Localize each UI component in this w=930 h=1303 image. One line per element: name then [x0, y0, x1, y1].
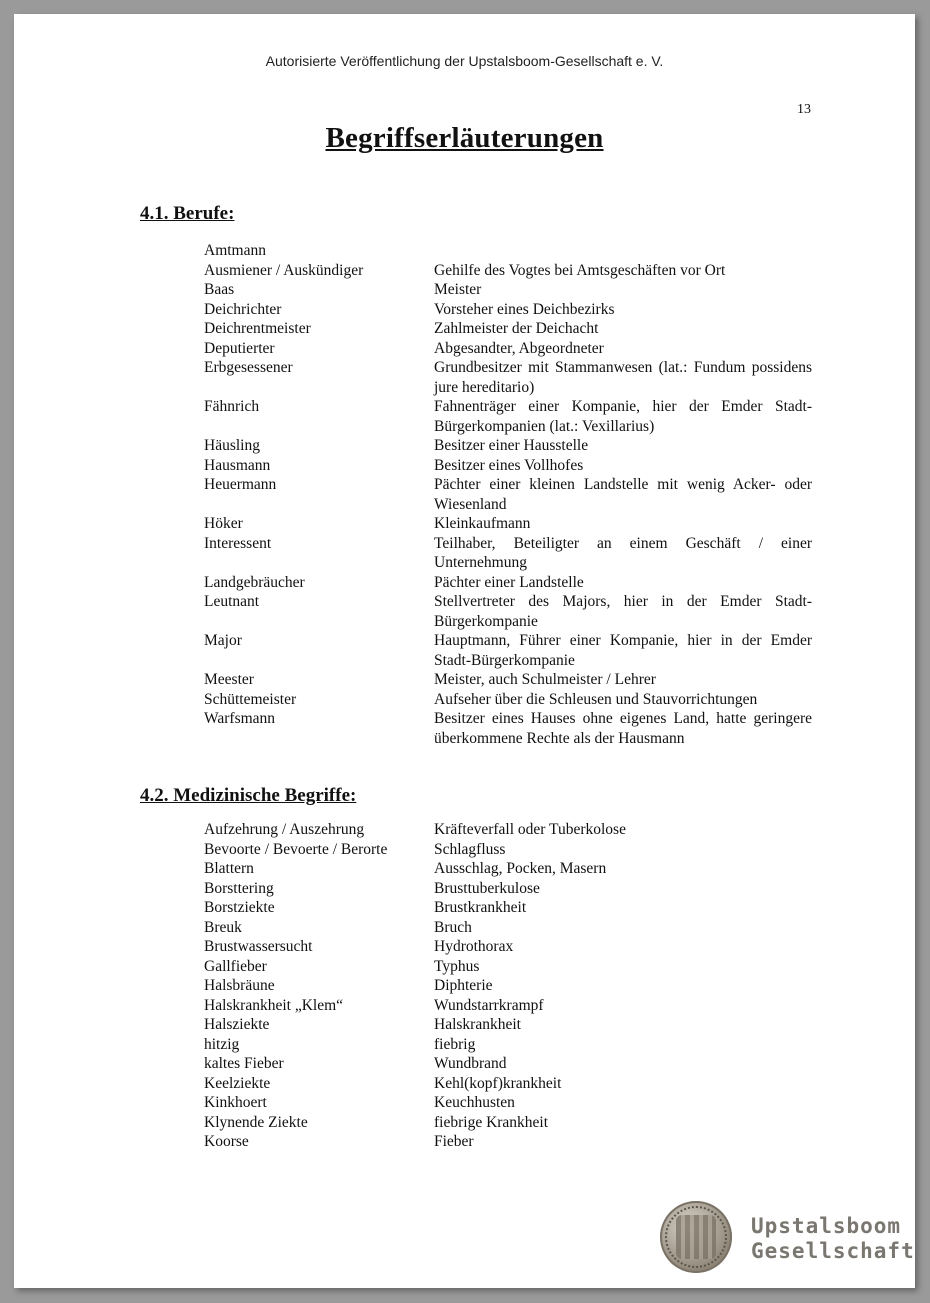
glossary-row	[204, 898, 812, 918]
glossary-definition: Typhus	[434, 957, 480, 975]
glossary-row	[204, 879, 812, 899]
glossary-term: Deichrentmeister	[204, 320, 311, 337]
glossary-row	[204, 631, 812, 670]
glossary-row	[204, 690, 812, 710]
glossary-row	[204, 937, 812, 957]
glossary-term: Warfsmann	[204, 710, 276, 727]
glossary-row	[204, 300, 812, 320]
glossary-term: Erbgesessener	[204, 359, 293, 376]
glossary-definition: Kräfteverfall oder Tuberkolose	[434, 821, 626, 838]
glossary-row	[204, 1093, 812, 1113]
glossary-row	[204, 1054, 812, 1074]
glossary-term: Halskrankheit „Klem“	[204, 996, 344, 1014]
glossary-term: Gallfieber	[204, 957, 267, 975]
glossary-definition: Besitzer einer Hausstelle	[434, 437, 589, 454]
glossary-row	[204, 957, 812, 977]
glossary-term: Halsbräune	[204, 977, 275, 994]
glossary-row	[204, 241, 812, 261]
glossary-row	[204, 1015, 812, 1035]
glossary-definition: Gehilfe des Vogtes bei Amtsgeschäften vor Ort	[434, 261, 726, 279]
glossary-row	[204, 918, 812, 938]
glossary-definition	[434, 241, 812, 261]
glossary-term: Interessent	[204, 534, 272, 552]
glossary-term: Aufzehrung / Auszehrung	[204, 821, 365, 838]
glossary-term: Amtmann	[204, 242, 266, 259]
glossary-row	[204, 1035, 812, 1055]
glossary-definition: Meister, auch Schulmeister / Lehrer	[434, 671, 656, 688]
glossary-definition: Teilhaber, Beteiligter an einem Geschäft / einer Unternehmung	[434, 534, 812, 571]
glossary-term: Deputierter	[204, 339, 275, 357]
glossary-term: Bevoorte / Bevoerte / Berorte	[204, 840, 388, 858]
glossary-definition: Brustkrankheit	[434, 899, 527, 916]
glossary-definition: Besitzer eines Vollhofes	[434, 456, 584, 474]
glossary-row	[204, 820, 812, 840]
glossary-term: Kinkhoert	[204, 1094, 267, 1111]
glossary-term: Fähnrich	[204, 398, 260, 415]
glossary-term: Häusling	[204, 437, 260, 454]
glossary-term: Baas	[204, 281, 235, 298]
glossary-definition: Schlagfluss	[434, 840, 506, 858]
glossary-definition: Hydrothorax	[434, 938, 514, 955]
glossary-definition: Hauptmann, Führer einer Kompanie, hier in der Emder Stadt-Bürgerkompanie	[434, 632, 812, 669]
glossary-row	[204, 840, 812, 860]
glossary-term: Borsttering	[204, 879, 274, 897]
glossary-definition: Meister	[434, 281, 482, 298]
glossary-row	[204, 996, 812, 1016]
glossary-definition: fiebrig	[434, 1035, 476, 1053]
glossary-definition: Fahnenträger einer Kompanie, hier der Emder Stadt-Bürgerkompanien (lat.: Vexillarius)	[434, 398, 812, 435]
glossary-definition: Wundbrand	[434, 1055, 507, 1072]
glossary-row	[204, 1132, 812, 1152]
glossary-row	[204, 859, 812, 879]
glossary-row	[204, 1113, 812, 1133]
glossary-term: Höker	[204, 515, 243, 532]
glossary-term: Borstziekte	[204, 899, 275, 916]
glossary-term: kaltes Fieber	[204, 1055, 284, 1072]
glossary-term: Landgebräucher	[204, 573, 305, 591]
glossary-term: Koorse	[204, 1133, 249, 1150]
glossary-row	[204, 573, 812, 593]
glossary-term: Schüttemeister	[204, 690, 297, 708]
glossary-row	[204, 339, 812, 359]
glossary-term: Deichrichter	[204, 300, 282, 318]
glossary-definition: Keuchhusten	[434, 1094, 515, 1111]
glossary-definition: Pächter einer Landstelle	[434, 573, 584, 591]
glossary-row	[204, 397, 812, 436]
glossary-row	[204, 456, 812, 476]
page-number: 13	[797, 102, 811, 117]
glossary-definition: Zahlmeister der Deichacht	[434, 320, 599, 337]
glossary-row	[204, 436, 812, 456]
brand-line-2: Gesellschaft	[751, 1239, 915, 1263]
glossary-definition: Kleinkaufmann	[434, 515, 531, 532]
glossary-row	[204, 319, 812, 339]
glossary-row	[204, 534, 812, 573]
glossary-definition: Stellvertreter des Majors, hier in der Emder Stadt-Bürgerkompanie	[434, 593, 812, 630]
page-header: Autorisierte Veröffentlichung der Upstalsboom-Gesellschaft e. V.	[265, 53, 664, 69]
glossary-definition: Wundstarrkrampf	[434, 996, 544, 1014]
glossary-medizin	[204, 820, 812, 1152]
glossary-row	[204, 670, 812, 690]
glossary-definition: Kehl(kopf)krankheit	[434, 1074, 562, 1092]
glossary-row	[204, 514, 812, 534]
glossary-term: Ausmiener / Auskündiger	[204, 261, 364, 279]
glossary-definition: Aufseher über die Schleusen und Stauvorrichtungen	[434, 690, 758, 708]
glossary-term: Breuk	[204, 918, 242, 936]
glossary-term: Major	[204, 632, 242, 649]
glossary-row	[204, 261, 812, 281]
glossary-row	[204, 976, 812, 996]
glossary-definition: Abgesandter, Abgeordneter	[434, 339, 604, 357]
glossary-row	[204, 358, 812, 397]
brand-line-1: Upstalsboom	[751, 1214, 902, 1238]
glossary-term: hitzig	[204, 1035, 240, 1053]
glossary-row	[204, 709, 812, 748]
glossary-term: Blattern	[204, 860, 254, 877]
glossary-term: Hausmann	[204, 456, 271, 474]
glossary-definition: Diphterie	[434, 977, 493, 994]
glossary-definition: Pächter einer kleinen Landstelle mit wenig Acker- oder Wiesenland	[434, 476, 812, 513]
document-page	[14, 14, 915, 1288]
glossary-term: Keelziekte	[204, 1074, 271, 1092]
page-title: Begriffserläuterungen	[325, 122, 604, 154]
glossary-term: Leutnant	[204, 593, 260, 610]
glossary-definition: Besitzer eines Hauses ohne eigenes Land, hatte geringere überkommene Rechte als der Hausmann	[434, 710, 812, 747]
glossary-row	[204, 280, 812, 300]
glossary-term: Klynende Ziekte	[204, 1113, 308, 1131]
glossary-definition: Brusttuberkulose	[434, 879, 540, 897]
glossary-definition: Ausschlag, Pocken, Masern	[434, 860, 607, 877]
glossary-definition: Bruch	[434, 918, 472, 936]
glossary-term: Halsziekte	[204, 1016, 270, 1033]
society-seal-icon	[660, 1201, 732, 1273]
glossary-definition: Grundbesitzer mit Stammanwesen (lat.: Fundum possidens jure hereditario)	[434, 359, 812, 396]
glossary-row	[204, 475, 812, 514]
glossary-row	[204, 592, 812, 631]
glossary-term: Meester	[204, 671, 254, 688]
glossary-definition: Vorsteher eines Deichbezirks	[434, 300, 615, 318]
glossary-definition: fiebrige Krankheit	[434, 1113, 549, 1131]
glossary-row	[204, 1074, 812, 1094]
glossary-berufe	[204, 241, 812, 748]
glossary-term: Brustwassersucht	[204, 938, 313, 955]
section-heading-medizin: 4.2. Medizinische Begriffe:	[140, 785, 357, 806]
glossary-term: Heuermann	[204, 476, 277, 493]
brand-logo-text	[751, 1214, 915, 1264]
glossary-definition: Halskrankheit	[434, 1016, 521, 1033]
glossary-definition: Fieber	[434, 1133, 474, 1150]
section-heading-berufe: 4.1. Berufe:	[140, 203, 235, 224]
